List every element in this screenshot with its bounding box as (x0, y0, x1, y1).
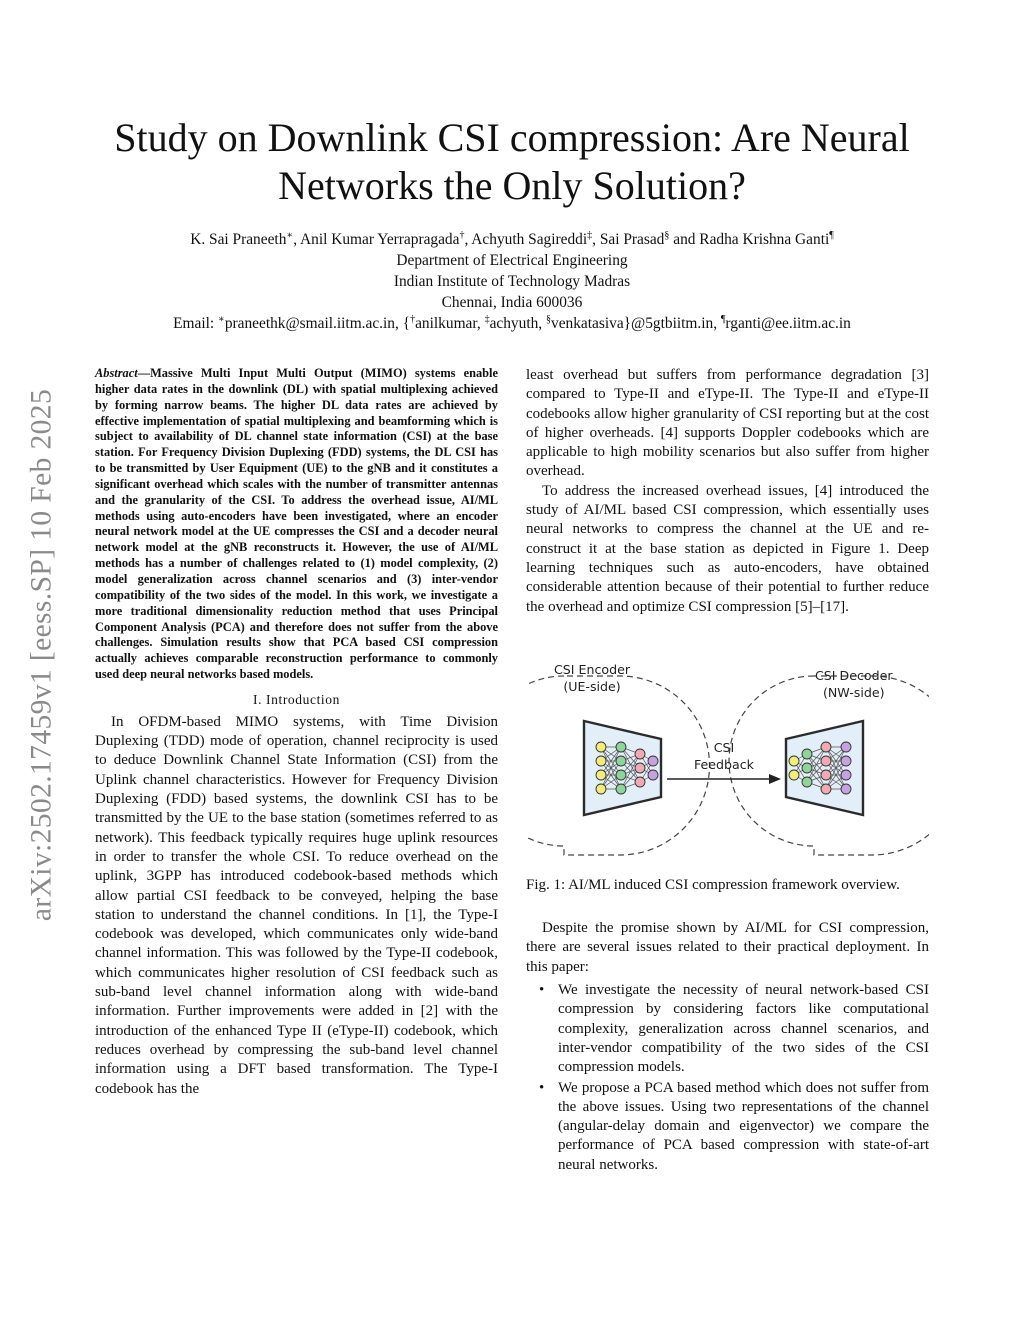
affiliation-department: Department of Electrical Engineering (396, 252, 628, 269)
network-node (596, 742, 606, 752)
title-line-2: Networks the Only Solution? (278, 163, 746, 208)
decoder-label: CSI Decoder (NW-side) (815, 667, 893, 700)
network-node (841, 770, 851, 780)
network-node (648, 770, 658, 780)
network-node (802, 763, 812, 773)
section-heading-introduction: I. Introduction (253, 691, 340, 707)
author-block (60, 229, 964, 334)
network-node (648, 756, 658, 766)
affiliation-institute: Indian Institute of Technology Madras (393, 273, 631, 290)
author-5-mark: ¶ (829, 229, 834, 241)
network-node (616, 770, 626, 780)
network-node (802, 749, 812, 759)
author-names (60, 229, 964, 250)
figure-1-caption: Fig. 1: AI/ML induced CSI compression framework overview. (526, 876, 900, 893)
author-3: , Achyuth Sagireddi (464, 231, 588, 248)
contribution-item: • We investigate the necessity of neural network-based CSI compression by considering factors like computational complexity, generalization across channel scenarios, and inter-vendor compatibility of the two sides of the CSI compression models. (558, 981, 929, 1077)
arxiv-id-text: arXiv:2502.17459v1 [eess.SP] 10 Feb 2025 (25, 388, 58, 922)
encoder-trapezoid (584, 721, 661, 815)
feedback-label: CSI Feedback (694, 739, 754, 772)
network-node (596, 770, 606, 780)
encoder-label: CSI Encoder (UE-side) (554, 661, 630, 694)
email-line: Email: ∗praneethk@smail.iitm.ac.in, {†anilkumar, ‡achyuth, §venkatasiva}@5gtbiitm.in, ¶rganti@ee.iitm.ac.in (173, 313, 851, 332)
right-paragraph-3: Despite the promise shown by AI/ML for CSI compression, there are several issues related to their practical deployment. In this paper: (526, 920, 929, 975)
title-line-1: Study on Downlink CSI compression: Are Neural (114, 115, 910, 160)
author-4-mark: § (664, 229, 670, 241)
abstract-text: Massive Multi Input Multi Output (MIMO) systems enable higher data rates in the downlink (DL) with spatial multiplexing achieved by forming narrow beams. The higher DL data rates are achieved by effective implementation of spatial multiplexing and beamforming which is subject to availability of DL channel state information (CSI) at the base station. For Frequency Division Duplexing (FDD) systems, the DL CSI has to be transmitted by User Equipment (UE) to the gNB and it constitutes a significant overhead which scales with the number of transmitter antennas and the granularity of the CSI. To address the overhead issue, AI/ML methods using auto-encoders have been investigated, where an encoder neural network model at the UE compresses the CSI and a decoder neural network model at the gNB reconstructs it. However, the use of AI/ML methods has a number of challenges related to (1) model complexity, (2) model generalization across channel scenarios and (3) inter-vendor compatibility of the two sides of the model. In this work, we investigate a more traditional dimensionality reduction method that uses Principal Component Analysis (PCA) and therefore does not suffer from the above challenges. Simulation results show that PCA based CSI compression actually achieves comparable reconstruction performance to commonly used deep neural networks based models. (95, 366, 498, 682)
figure-1 (526, 655, 929, 868)
affiliation-city: Chennai, India 600036 (441, 294, 583, 311)
decoder-trapezoid (786, 721, 863, 815)
network-node (616, 784, 626, 794)
network-node (821, 756, 831, 766)
network-node (635, 777, 645, 787)
author-1-mark: ∗ (286, 229, 294, 241)
abstract-label: Abstract (95, 366, 138, 380)
author-1: K. Sai Praneeth (190, 231, 287, 248)
network-node (789, 770, 799, 780)
author-3-mark: ‡ (587, 229, 593, 241)
network-node (841, 784, 851, 794)
network-node (821, 742, 831, 752)
network-node (596, 784, 606, 794)
left-column (95, 366, 498, 1099)
network-node (596, 756, 606, 766)
right-paragraph-2: To address the increased overhead issues, [4] introduced the study of AI/ML based CSI compression, which essentially uses neural networks to compress the channel at the UE and re-construct it at the base station as depicted in Figure 1. Deep learning techniques such as auto-encoders, have obtained considerable attention because of their potential to further reduce the overhead and optimize CSI compression [5]–[17]. (526, 482, 929, 615)
abstract: Abstract—Massive Multi Input Multi Output (MIMO) systems enable higher data rates in the downlink (DL) with spatial multiplexing achieved by forming narrow beams. The higher DL data rates are achieved by effective implementation of spatial multiplexing and beamforming which is subject to availability of DL channel state information (CSI) at the base station. For Frequency Division Duplexing (FDD) systems, the DL CSI has to be transmitted by User Equipment (UE) to the gNB and it constitutes a significant overhead which scales with the number of transmitter antennas and the granularity of the CSI. To address the overhead issue, AI/ML methods using auto-encoders have been investigated, where an encoder neural network model at the UE compresses the CSI and a decoder neural network model at the gNB reconstructs it. However, the use of AI/ML methods has a number of challenges related to (1) model complexity, (2) model generalization across channel scenarios and (3) inter-vendor compatibility of the two sides of the model. In this work, we investigate a more traditional dimensionality reduction method that uses Principal Component Analysis (PCA) and therefore does not suffer from the above challenges. Simulation results show that PCA based CSI compression actually achieves comparable reconstruction performance to commonly used deep neural networks based models. (95, 366, 498, 682)
network-node (821, 784, 831, 794)
author-2: , Anil Kumar Yerrapragada (293, 231, 460, 248)
right-paragraph-1: least overhead but suffers from performance degradation [3] compared to Type-II and eType-II. The Type-II and eType-II codebooks allow higher granularity of CSI reporting but at the cost of higher overheads. [4] supports Doppler codebooks which are applicable to high mobility scenarios but also suffer from higher overhead. (526, 367, 929, 480)
author-2-mark: † (459, 229, 465, 241)
network-node (635, 749, 645, 759)
network-node (802, 777, 812, 787)
arxiv-side-identifier (25, 350, 59, 960)
intro-paragraph-1: In OFDM-based MIMO systems, with Time Division Duplexing (TDD) mode of operation, channel reciprocity is used to deduce Downlink Channel State Information (CSI) from the Uplink channel characteristics. However for Frequency Division Duplexing (FDD) based systems, the downlink CSI has to be transmitted by the UE to the base station (sometimes referred to as network). This feedback typically requires huge uplink resources in order to transfer the whole CSI. To reduce overhead on the uplink, 3GPP has introduced codebook-based methods which allow partial CSI feedback to be conveyed, helping the base station to understand the channel conditions. In [1], the Type-I codebook was developed, which communicates only wide-band channel information. This was followed by the Type-II codebook, which communicates higher resolution of CSI feedback such as sub-band level channel information along with wide-band information. Further improvements were added in [2] with the introduction of the enhanced Type II (eType-II) codebook, which reduces overhead by compressing the sub-band level channel information using a DFT based transformation. The Type-I codebook has the (95, 713, 498, 1097)
network-node (841, 742, 851, 752)
contribution-item: • We propose a PCA based method which does not suffer from the above issues. Using two representations of the channel (angular-delay domain and eigenvector) we compare the performance of PCA based compression with state-of-art neural networks. (558, 1079, 929, 1175)
right-column (526, 366, 929, 1176)
network-node (821, 770, 831, 780)
contribution-list (526, 981, 929, 1175)
feedback-arrow-head (769, 774, 781, 784)
paper-title (60, 114, 964, 210)
author-4: , Sai Prasad (592, 231, 665, 248)
network-node (789, 756, 799, 766)
network-node (616, 756, 626, 766)
network-node (841, 756, 851, 766)
author-5: and Radha Krishna Ganti (669, 231, 830, 248)
network-node (635, 763, 645, 773)
network-node (616, 742, 626, 752)
